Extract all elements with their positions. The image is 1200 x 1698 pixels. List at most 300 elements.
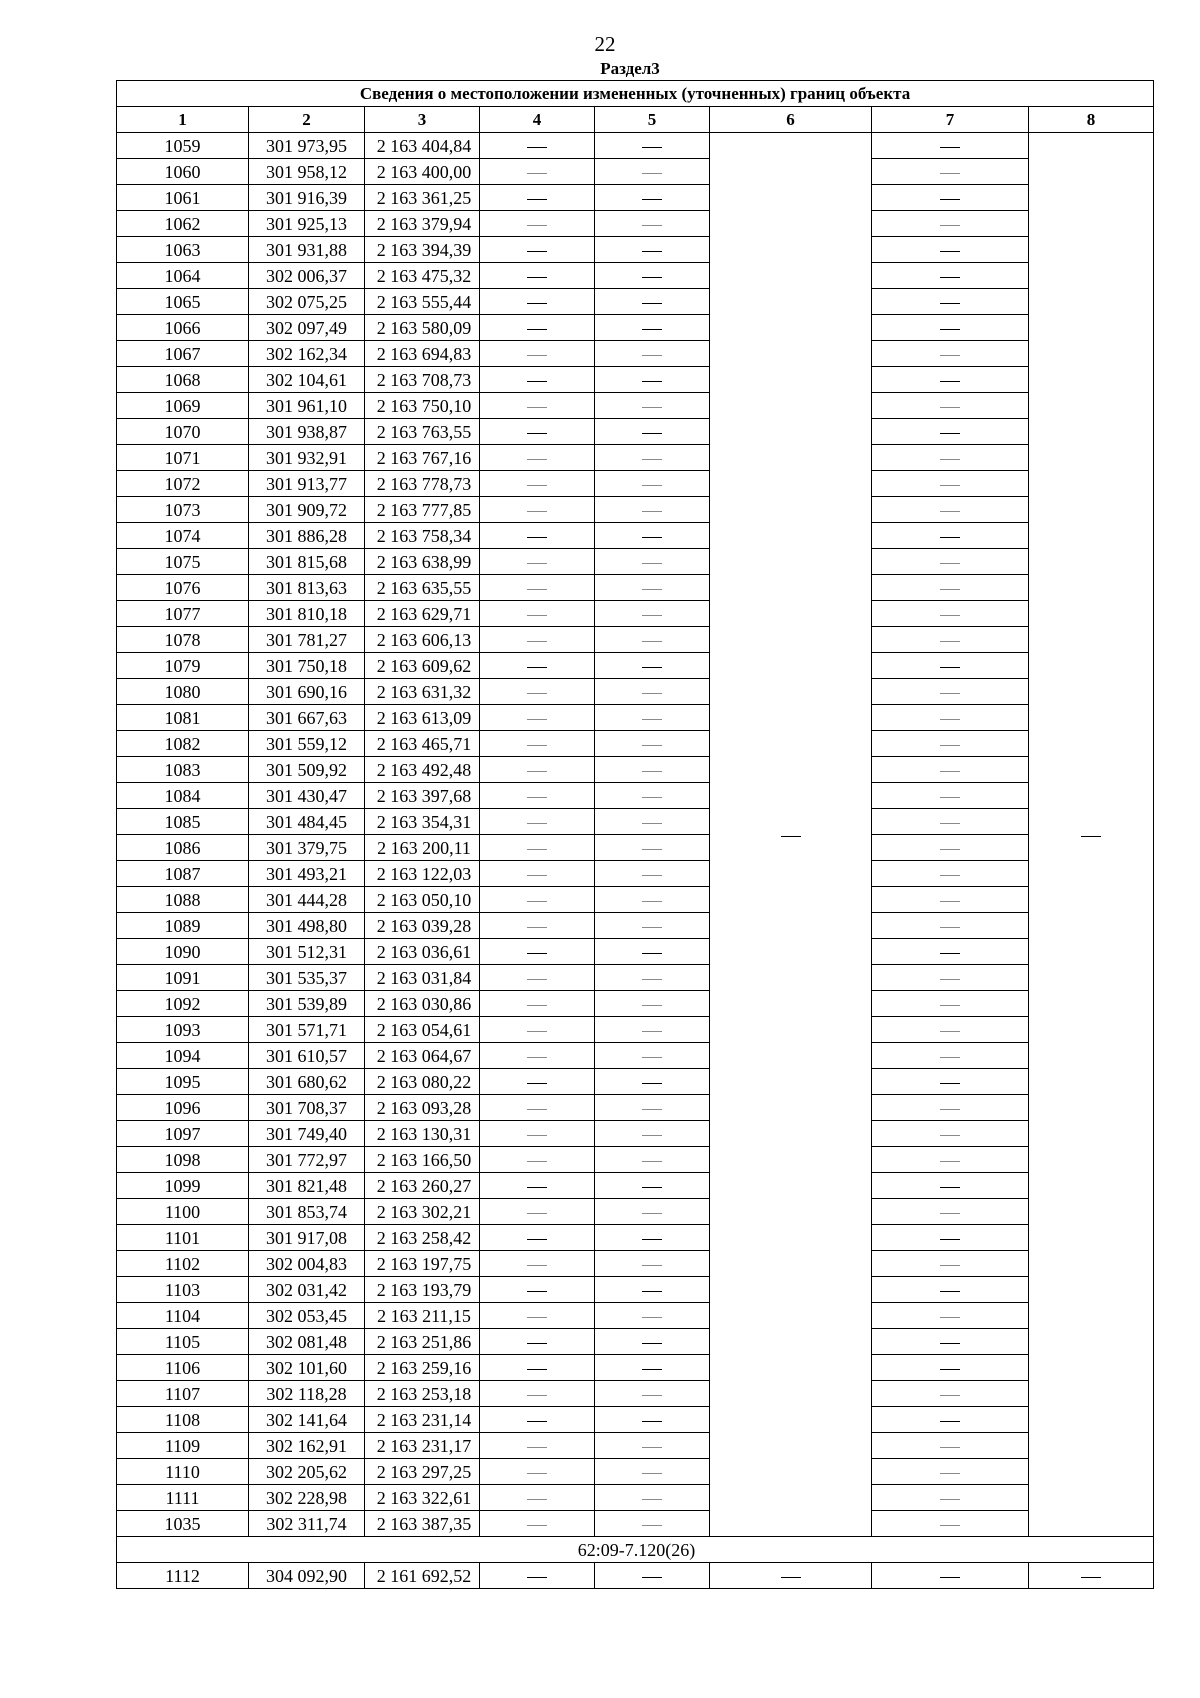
column-7-cell <box>872 1225 1029 1251</box>
point-number-cell: 1097 <box>117 1121 249 1147</box>
dash-mark <box>527 173 547 174</box>
dash-mark <box>527 1265 547 1266</box>
dash-mark <box>527 355 547 356</box>
dash-mark <box>642 927 662 928</box>
table-row <box>117 471 1154 497</box>
column-5-cell <box>595 1147 710 1173</box>
point-number-cell: 1107 <box>117 1381 249 1407</box>
dash-mark <box>940 355 960 356</box>
column-7-cell <box>872 133 1029 159</box>
x-coordinate-cell: 301 430,47 <box>249 783 365 809</box>
dash-mark <box>940 225 960 226</box>
column-4-cell <box>480 1251 595 1277</box>
dash-mark <box>1081 1577 1101 1578</box>
x-coordinate-cell: 301 815,68 <box>249 549 365 575</box>
table-row <box>117 393 1154 419</box>
column-7-cell <box>872 471 1029 497</box>
dash-mark <box>642 1395 662 1396</box>
point-number-cell: 1111 <box>117 1485 249 1511</box>
table-row <box>117 185 1154 211</box>
dash-mark <box>642 875 662 876</box>
dash-mark <box>940 1369 960 1370</box>
dash-mark <box>940 719 960 720</box>
y-coordinate-cell: 2 163 039,28 <box>365 913 480 939</box>
column-7-cell <box>872 939 1029 965</box>
column-4-cell <box>480 1303 595 1329</box>
column-4-cell <box>480 965 595 991</box>
column-4-cell <box>480 1433 595 1459</box>
column-7-cell <box>872 991 1029 1017</box>
table-row <box>117 367 1154 393</box>
point-number-cell: 1061 <box>117 185 249 211</box>
column-7-cell <box>872 679 1029 705</box>
column-7-cell <box>872 575 1029 601</box>
dash-mark <box>642 303 662 304</box>
dash-mark <box>527 563 547 564</box>
column-7-cell <box>872 653 1029 679</box>
dash-mark <box>642 1135 662 1136</box>
dash-mark <box>940 407 960 408</box>
column-5-cell <box>595 1407 710 1433</box>
table-row <box>117 1329 1154 1355</box>
dash-mark <box>940 459 960 460</box>
column-4-cell <box>480 1017 595 1043</box>
dash-mark <box>642 173 662 174</box>
column-5-cell <box>595 887 710 913</box>
column-7-cell <box>872 1485 1029 1511</box>
dash-mark <box>642 1577 662 1578</box>
column-5-cell <box>595 1199 710 1225</box>
column-5-cell <box>595 1069 710 1095</box>
column-7-cell <box>872 1147 1029 1173</box>
point-number-cell: 1062 <box>117 211 249 237</box>
dash-mark <box>642 641 662 642</box>
point-number-cell: 1086 <box>117 835 249 861</box>
column-5-cell <box>595 653 710 679</box>
table-row <box>117 523 1154 549</box>
table-row <box>117 991 1154 1017</box>
column-5-cell <box>595 627 710 653</box>
dash-mark <box>642 225 662 226</box>
table-row <box>117 1277 1154 1303</box>
dash-mark <box>940 849 960 850</box>
y-coordinate-cell: 2 163 030,86 <box>365 991 480 1017</box>
point-number-cell: 1099 <box>117 1173 249 1199</box>
dash-mark <box>642 615 662 616</box>
column-4-cell <box>480 393 595 419</box>
dash-mark <box>527 147 547 148</box>
point-number-cell: 1075 <box>117 549 249 575</box>
dash-mark <box>527 511 547 512</box>
y-coordinate-cell: 2 163 130,31 <box>365 1121 480 1147</box>
column-5-cell <box>595 705 710 731</box>
dash-mark <box>940 1421 960 1422</box>
dash-mark <box>642 563 662 564</box>
dash-mark <box>527 641 547 642</box>
column-4-cell <box>480 549 595 575</box>
column-4-cell <box>480 991 595 1017</box>
column-4-cell <box>480 471 595 497</box>
page-number: 22 <box>594 32 616 56</box>
column-7-cell <box>872 419 1029 445</box>
dash-mark <box>940 303 960 304</box>
x-coordinate-cell: 301 559,12 <box>249 731 365 757</box>
column-5-cell <box>595 523 710 549</box>
y-coordinate-cell: 2 163 258,42 <box>365 1225 480 1251</box>
column-5-cell <box>595 237 710 263</box>
table-row <box>117 315 1154 341</box>
dash-mark <box>642 745 662 746</box>
column-number-header: 2 <box>249 107 365 133</box>
table-row <box>117 1563 1154 1589</box>
dash-mark <box>940 1343 960 1344</box>
dash-mark <box>642 1083 662 1084</box>
table-row <box>117 419 1154 445</box>
table-row <box>117 445 1154 471</box>
column-7-cell <box>872 887 1029 913</box>
y-coordinate-cell: 2 163 297,25 <box>365 1459 480 1485</box>
column-4-cell <box>480 1069 595 1095</box>
column-7-cell <box>872 263 1029 289</box>
group-label-row <box>117 1537 1154 1563</box>
x-coordinate-cell: 301 750,18 <box>249 653 365 679</box>
y-coordinate-cell: 2 163 555,44 <box>365 289 480 315</box>
column-7-cell <box>872 1355 1029 1381</box>
column-7-cell <box>872 1173 1029 1199</box>
dash-mark <box>527 1239 547 1240</box>
column-4-cell <box>480 1095 595 1121</box>
y-coordinate-cell: 2 163 231,14 <box>365 1407 480 1433</box>
column-4-cell <box>480 1563 595 1589</box>
dash-mark <box>781 836 801 837</box>
dash-mark <box>527 745 547 746</box>
column-7-cell <box>872 783 1029 809</box>
column-6-merged-cell <box>710 133 872 1537</box>
column-4-cell <box>480 1407 595 1433</box>
column-5-cell <box>595 1329 710 1355</box>
x-coordinate-cell: 302 141,64 <box>249 1407 365 1433</box>
table-row <box>117 939 1154 965</box>
section-title: Раздел3 <box>600 59 660 78</box>
dash-mark <box>940 953 960 954</box>
column-4-cell <box>480 1485 595 1511</box>
dash-mark <box>642 1239 662 1240</box>
column-5-cell <box>595 497 710 523</box>
y-coordinate-cell: 2 163 251,86 <box>365 1329 480 1355</box>
x-coordinate-cell: 301 853,74 <box>249 1199 365 1225</box>
column-7-cell <box>872 367 1029 393</box>
table-row <box>117 783 1154 809</box>
column-5-cell <box>595 939 710 965</box>
x-coordinate-cell: 301 916,39 <box>249 185 365 211</box>
column-7-cell <box>872 1459 1029 1485</box>
column-4-cell <box>480 1381 595 1407</box>
dash-mark <box>940 797 960 798</box>
point-number-cell: 1068 <box>117 367 249 393</box>
dash-mark <box>527 225 547 226</box>
dash-mark <box>940 1265 960 1266</box>
column-4-cell <box>480 1199 595 1225</box>
column-5-cell <box>595 601 710 627</box>
y-coordinate-cell: 2 161 692,52 <box>365 1563 480 1589</box>
table-row <box>117 1199 1154 1225</box>
dash-mark <box>642 407 662 408</box>
column-5-cell <box>595 263 710 289</box>
column-5-cell <box>595 315 710 341</box>
dash-mark <box>940 277 960 278</box>
dash-mark <box>642 667 662 668</box>
dash-mark <box>940 329 960 330</box>
dash-mark <box>642 849 662 850</box>
y-coordinate-cell: 2 163 122,03 <box>365 861 480 887</box>
column-5-cell <box>595 393 710 419</box>
x-coordinate-cell: 301 932,91 <box>249 445 365 471</box>
x-coordinate-cell: 302 031,42 <box>249 1277 365 1303</box>
dash-mark <box>940 875 960 876</box>
dash-mark <box>642 797 662 798</box>
table-row <box>117 627 1154 653</box>
dash-mark <box>527 615 547 616</box>
column-4-cell <box>480 601 595 627</box>
y-coordinate-cell: 2 163 750,10 <box>365 393 480 419</box>
dash-mark <box>527 485 547 486</box>
y-coordinate-cell: 2 163 093,28 <box>365 1095 480 1121</box>
table-row <box>117 1459 1154 1485</box>
table-row <box>117 1485 1154 1511</box>
point-number-cell: 1065 <box>117 289 249 315</box>
y-coordinate-cell: 2 163 260,27 <box>365 1173 480 1199</box>
y-coordinate-cell: 2 163 200,11 <box>365 835 480 861</box>
point-number-cell: 1098 <box>117 1147 249 1173</box>
y-coordinate-cell: 2 163 302,21 <box>365 1199 480 1225</box>
x-coordinate-cell: 302 162,91 <box>249 1433 365 1459</box>
table-row <box>117 757 1154 783</box>
point-number-cell: 1110 <box>117 1459 249 1485</box>
cadastral-number-label: 62:09-7.120(26) <box>117 1537 1154 1563</box>
y-coordinate-cell: 2 163 354,31 <box>365 809 480 835</box>
column-5-cell <box>595 211 710 237</box>
dash-mark <box>940 615 960 616</box>
table-row <box>117 1407 1154 1433</box>
column-7-cell <box>872 445 1029 471</box>
column-number-header: 1 <box>117 107 249 133</box>
dash-mark <box>642 147 662 148</box>
dash-mark <box>781 1577 801 1578</box>
dash-mark <box>527 433 547 434</box>
x-coordinate-cell: 301 917,08 <box>249 1225 365 1251</box>
x-coordinate-cell: 301 886,28 <box>249 523 365 549</box>
point-number-cell: 1059 <box>117 133 249 159</box>
x-coordinate-cell: 301 509,92 <box>249 757 365 783</box>
dash-mark <box>642 719 662 720</box>
column-7-cell <box>872 1277 1029 1303</box>
x-coordinate-cell: 302 075,25 <box>249 289 365 315</box>
point-number-cell: 1076 <box>117 575 249 601</box>
y-coordinate-cell: 2 163 361,25 <box>365 185 480 211</box>
x-coordinate-cell: 301 821,48 <box>249 1173 365 1199</box>
column-4-cell <box>480 237 595 263</box>
column-4-cell <box>480 1277 595 1303</box>
x-coordinate-cell: 304 092,90 <box>249 1563 365 1589</box>
column-7-cell <box>872 1069 1029 1095</box>
point-number-cell: 1060 <box>117 159 249 185</box>
x-coordinate-cell: 301 772,97 <box>249 1147 365 1173</box>
x-coordinate-cell: 301 781,27 <box>249 627 365 653</box>
dash-mark <box>527 1499 547 1500</box>
table-row <box>117 1043 1154 1069</box>
dash-mark <box>940 1031 960 1032</box>
y-coordinate-cell: 2 163 465,71 <box>365 731 480 757</box>
column-5-cell <box>595 289 710 315</box>
column-5-cell <box>595 991 710 1017</box>
point-number-cell: 1035 <box>117 1511 249 1537</box>
dash-mark <box>527 1213 547 1214</box>
column-number-header: 6 <box>710 107 872 133</box>
dash-mark <box>642 1369 662 1370</box>
column-7-cell <box>872 1433 1029 1459</box>
dash-mark <box>642 1525 662 1526</box>
dash-mark <box>527 953 547 954</box>
x-coordinate-cell: 302 097,49 <box>249 315 365 341</box>
column-number-header: 7 <box>872 107 1029 133</box>
dash-mark <box>940 1317 960 1318</box>
dash-mark <box>940 901 960 902</box>
dash-mark <box>527 875 547 876</box>
y-coordinate-cell: 2 163 635,55 <box>365 575 480 601</box>
column-4-cell <box>480 341 595 367</box>
y-coordinate-cell: 2 163 613,09 <box>365 705 480 731</box>
y-coordinate-cell: 2 163 231,17 <box>365 1433 480 1459</box>
table-row <box>117 913 1154 939</box>
table-row <box>117 237 1154 263</box>
column-4-cell <box>480 133 595 159</box>
x-coordinate-cell: 302 162,34 <box>249 341 365 367</box>
column-7-cell <box>872 601 1029 627</box>
dash-mark <box>527 1369 547 1370</box>
table-row <box>117 653 1154 679</box>
column-5-cell <box>595 1563 710 1589</box>
point-number-cell: 1077 <box>117 601 249 627</box>
dash-mark <box>642 199 662 200</box>
y-coordinate-cell: 2 163 036,61 <box>365 939 480 965</box>
column-number-header: 3 <box>365 107 480 133</box>
table-row <box>117 1121 1154 1147</box>
dash-mark <box>642 251 662 252</box>
x-coordinate-cell: 301 973,95 <box>249 133 365 159</box>
point-number-cell: 1112 <box>117 1563 249 1589</box>
y-coordinate-cell: 2 163 708,73 <box>365 367 480 393</box>
dash-mark <box>940 1447 960 1448</box>
y-coordinate-cell: 2 163 629,71 <box>365 601 480 627</box>
dash-mark <box>527 277 547 278</box>
column-7-cell <box>872 965 1029 991</box>
table-row <box>117 211 1154 237</box>
dash-mark <box>642 1447 662 1448</box>
dash-mark <box>940 1499 960 1500</box>
y-coordinate-cell: 2 163 259,16 <box>365 1355 480 1381</box>
dash-mark <box>940 979 960 980</box>
dash-mark <box>940 199 960 200</box>
column-5-cell <box>595 133 710 159</box>
point-number-cell: 1096 <box>117 1095 249 1121</box>
column-5-cell <box>595 159 710 185</box>
dash-mark <box>940 563 960 564</box>
column-4-cell <box>480 939 595 965</box>
x-coordinate-cell: 302 118,28 <box>249 1381 365 1407</box>
point-number-cell: 1064 <box>117 263 249 289</box>
dash-mark <box>940 1005 960 1006</box>
table-row <box>117 263 1154 289</box>
column-4-cell <box>480 367 595 393</box>
dash-mark <box>527 459 547 460</box>
x-coordinate-cell: 301 571,71 <box>249 1017 365 1043</box>
y-coordinate-cell: 2 163 631,32 <box>365 679 480 705</box>
column-7-cell <box>872 341 1029 367</box>
dash-mark <box>642 511 662 512</box>
column-4-cell <box>480 783 595 809</box>
dash-mark <box>642 953 662 954</box>
table-row <box>117 1225 1154 1251</box>
dash-mark <box>527 797 547 798</box>
table-row <box>117 1303 1154 1329</box>
x-coordinate-cell: 301 484,45 <box>249 809 365 835</box>
column-5-cell <box>595 1225 710 1251</box>
table-row <box>117 289 1154 315</box>
x-coordinate-cell: 301 498,80 <box>249 913 365 939</box>
y-coordinate-cell: 2 163 211,15 <box>365 1303 480 1329</box>
point-number-cell: 1089 <box>117 913 249 939</box>
table-row <box>117 861 1154 887</box>
dash-mark <box>642 277 662 278</box>
dash-mark <box>1081 836 1101 837</box>
dash-mark <box>527 1525 547 1526</box>
column-7-cell <box>872 1511 1029 1537</box>
column-4-cell <box>480 159 595 185</box>
column-5-cell <box>595 575 710 601</box>
point-number-cell: 1074 <box>117 523 249 549</box>
column-7-cell <box>872 237 1029 263</box>
x-coordinate-cell: 301 749,40 <box>249 1121 365 1147</box>
column-7-cell <box>872 393 1029 419</box>
dash-mark <box>940 537 960 538</box>
y-coordinate-cell: 2 163 609,62 <box>365 653 480 679</box>
dash-mark <box>527 251 547 252</box>
column-4-cell <box>480 575 595 601</box>
table-row <box>117 705 1154 731</box>
column-7-cell <box>872 1303 1029 1329</box>
dash-mark <box>642 589 662 590</box>
column-4-cell <box>480 653 595 679</box>
column-5-cell <box>595 185 710 211</box>
dash-mark <box>642 1265 662 1266</box>
dash-mark <box>940 1525 960 1526</box>
column-7-cell <box>872 497 1029 523</box>
column-4-cell <box>480 1459 595 1485</box>
dash-mark <box>940 433 960 434</box>
dash-mark <box>642 1317 662 1318</box>
dash-mark <box>642 355 662 356</box>
column-4-cell <box>480 1043 595 1069</box>
point-number-cell: 1102 <box>117 1251 249 1277</box>
column-5-cell <box>595 1485 710 1511</box>
column-4-cell <box>480 419 595 445</box>
dash-mark <box>527 823 547 824</box>
table-row <box>117 159 1154 185</box>
point-number-cell: 1109 <box>117 1433 249 1459</box>
y-coordinate-cell: 2 163 031,84 <box>365 965 480 991</box>
column-7-cell <box>872 211 1029 237</box>
dash-mark <box>940 745 960 746</box>
